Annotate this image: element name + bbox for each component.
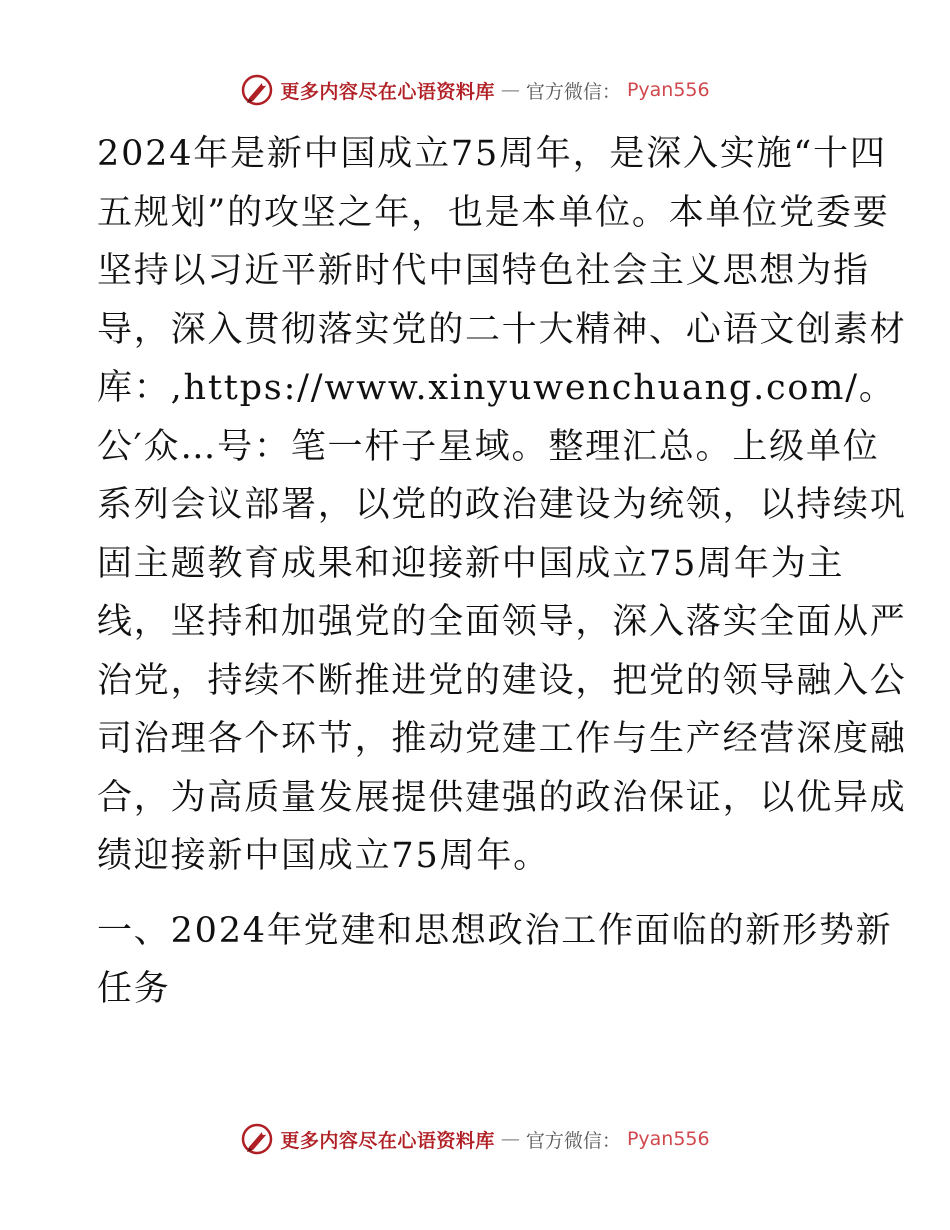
paragraph-line: 库：,https://www.xinyuwenchuang.com/。 [97, 368, 896, 408]
paragraph-line: 坚持以习近平新时代中国特色社会主义思想为指 [97, 251, 870, 291]
footer-banner [0, 1117, 950, 1161]
section-heading [97, 902, 893, 1019]
header-banner [0, 68, 950, 112]
paragraph-line: 线，坚持和加强党的全面领导，深入落实全面从严 [97, 602, 907, 642]
paragraph-line: 固主题教育成果和迎接新中国成立75周年为主 [97, 543, 845, 584]
pen-circle-logo-icon [240, 73, 274, 107]
paragraph-line: 2024年是新中国成立75周年，是深入实施“十四 [97, 134, 887, 174]
banner-title: 更多内容尽在心语资料库 [280, 1129, 495, 1152]
banner-contact-label: 官方微信： [525, 1129, 621, 1152]
banner-wechat-id: Pyan556 [626, 79, 710, 101]
document-body [97, 125, 907, 1019]
paragraph-line: 系列会议部署，以党的政治建设为统领，以持续巩 [97, 485, 907, 525]
paragraph-line: 公′众…号：笔一杆子星域。整理汇总。上级单位 [97, 426, 880, 467]
paragraph-line: 五规划”的攻坚之年，也是本单位。本单位党委要 [97, 192, 890, 233]
banner-dash: — [500, 79, 520, 101]
paragraph-line: 司治理各个环节，推动党建工作与生产经营深度融 [97, 719, 907, 759]
banner-title: 更多内容尽在心语资料库 [280, 80, 495, 103]
banner-contact-label: 官方微信： [525, 80, 621, 103]
paragraph-line: 合，为高质量发展提供建强的政治保证，以优异成 [97, 777, 907, 818]
paragraph-line: 导，深入贯彻落实党的二十大精神、心语文创素材 [97, 309, 907, 350]
paragraph-line: 治党，持续不断推进党的建设，把党的领导融入公 [97, 660, 907, 701]
heading-line: 一、2024年党建和思想政治工作面临的新形势新 [97, 910, 893, 951]
banner-wechat-id: Pyan556 [626, 1128, 710, 1150]
heading-line: 任务 [97, 969, 171, 1009]
pen-circle-logo-icon [240, 1122, 274, 1156]
body-paragraph [97, 125, 907, 886]
banner-dash: — [500, 1128, 520, 1150]
paragraph-line: 绩迎接新中国成立75周年。 [97, 836, 550, 876]
